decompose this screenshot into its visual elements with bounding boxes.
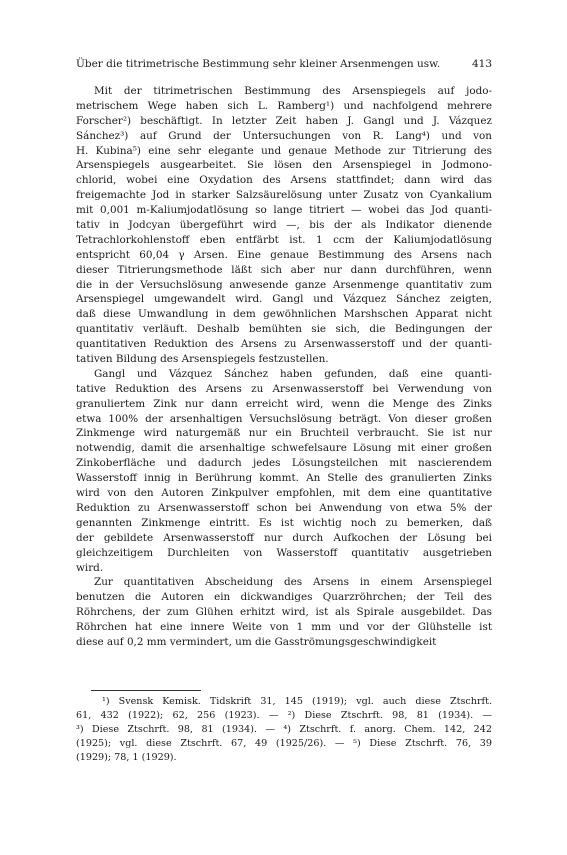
text-line: granuliertem Zink nur dann erreicht wird, wenn die Menge des Zinks — [76, 397, 492, 410]
text-line: Wasserstoff innig in Berührung kommt. An Stelle des granulierten Zinks — [76, 472, 492, 485]
text-line: Zinkmenge wird naturgemäß nur ein Bruchteil verbraucht. Sie ist nur — [76, 427, 492, 440]
text-line: Röhrchens, der zum Glühen erhitzt wird, ist als Spirale ausgebildet. Das — [76, 606, 492, 619]
text-line: tative Reduktion des Arsens zu Arsenwasserstoff bei Verwendung von — [76, 382, 492, 395]
body-text — [76, 84, 492, 650]
text-line: quantitativ verläuft. Deshalb bemühten sie sich, die Bedingungen der — [76, 323, 492, 336]
paragraph-3 — [76, 575, 492, 649]
paragraph-1 — [76, 84, 492, 367]
text-line: Arsenspiegels ausgearbeitet. Sie lösen den Arsenspiegel in Jodmono- — [76, 159, 492, 172]
text-line: benutzen die Autoren ein dickwandiges Quarzröhrchen; der Teil des — [76, 591, 492, 604]
text-line: Reduktion zu Arsenwasserstoff schon bei Anwendung von etwa 5% der — [76, 501, 492, 514]
text-line: wird. — [76, 561, 104, 574]
text-line: Zinkoberfläche und dadurch jedes Lösungsteilchen mit nascierendem — [76, 457, 492, 470]
text-line: gleichzeitigem Durchleiten von Wasserstoff quantitativ ausgetrieben — [76, 546, 492, 559]
text-line: dieser Titrierungsmethode läßt sich aber nur dann durchführen, wenn — [76, 263, 492, 276]
text-line: der gebildete Arsenwasserstoff nur durch Aufkochen der Lösung bei — [76, 531, 492, 544]
footnote-line: 61, 432 (1922); 62, 256 (1923). — ²) Diese Ztschrft. 98, 81 (1934). — — [76, 709, 492, 721]
text-line: Gangl und Vázquez Sánchez haben gefunden, daß eine quanti- — [94, 367, 492, 380]
footnote-line: (1929); 78, 1 (1929). — [76, 751, 177, 763]
text-line: freigemachte Jod in starker Salzsäurelösung unter Zusatz von Cyankalium — [76, 189, 492, 202]
text-line: die in der Versuchslösung anwesende ganze Arsenmenge quantitativ zum — [76, 278, 492, 291]
text-line: genannten Zinkmenge eintritt. Es ist wichtig noch zu bemerken, daß — [76, 516, 492, 529]
text-line: mit 0,001 m-Kaliumjodatlösung so lange titriert — wobei das Jod quanti- — [76, 204, 492, 217]
footnote-line: ¹) Svensk Kemisk. Tidskrift 31, 145 (1919); vgl. auch diese Ztschrft. — [102, 696, 492, 707]
text-line: Forscher²) beschäftigt. In letzter Zeit haben J. Gangl und J. Vázquez — [76, 114, 492, 127]
text-line: notwendig, damit die arsenhaltige schwefelsaure Lösung mit einer großen — [76, 442, 492, 455]
text-line: Röhrchen hat eine innere Weite von 1 mm und vor der Glühstelle ist — [76, 621, 492, 634]
text-line: Arsenspiegel umgewandelt wird. Gangl und Vázquez Sánchez zeigten, — [76, 293, 492, 306]
text-line: entspricht 60,04 γ Arsen. Eine genaue Bestimmung des Arsens nach — [76, 248, 492, 261]
text-line: diese auf 0,2 mm vermindert, um die Gasströmungsgeschwindigkeit — [76, 635, 437, 648]
page-number: 413 — [471, 58, 492, 70]
text-line: tativ in Jodcyan übergeführt wird —, bis der als Indikator dienende — [76, 219, 492, 232]
text-line: Mit der titrimetrischen Bestimmung des Arsenspiegels auf jodo- — [94, 85, 492, 97]
running-title: Über die titrimetrische Bestimmung sehr kleiner Arsenmengen usw. — [76, 58, 441, 70]
text-line: metrischem Wege haben sich L. Ramberg¹) und nachfolgend mehrere — [76, 99, 492, 112]
text-line: tativen Bildung des Arsenspiegels festzustellen. — [76, 353, 329, 366]
text-line: Tetrachlorkohlenstoff eben entfärbt ist. 1 ccm der Kaliumjodatlösung — [76, 233, 492, 246]
text-line: etwa 100% der arsenhaltigen Versuchslösung beträgt. Von dieser großen — [76, 412, 492, 425]
text-line: Sánchez³) auf Grund der Untersuchungen von R. Lang⁴) und von — [76, 129, 492, 142]
footnotes — [76, 695, 492, 764]
paragraph-2 — [76, 367, 492, 575]
text-line: chlorid, wobei eine Oxydation des Arsens stattfindet; dann wird das — [76, 174, 492, 187]
text-line: Zur quantitativen Abscheidung des Arsens in einem Arsenspiegel — [94, 576, 492, 589]
text-line: quantitativen Reduktion des Arsens zu Arsenwasserstoff und der quanti- — [76, 338, 492, 351]
footnote-rule — [91, 690, 201, 691]
footnote-line: ³) Diese Ztschrft. 98, 81 (1934). — ⁴) Ztschrft. f. anorg. Chem. 142, 242 — [76, 723, 492, 735]
footnote-line: (1925); vgl. diese Ztschrft. 67, 49 (1925/26). — ⁵) Diese Ztschrft. 76, 39 — [76, 737, 492, 749]
text-line: daß diese Umwandlung in dem gewöhnlichen Marshschen Apparat nicht — [76, 308, 492, 321]
text-line: H. Kubina⁵) eine sehr elegante und genaue Methode zur Titrierung des — [76, 144, 492, 157]
text-line: wird von den Autoren Zinkpulver empfohlen, mit dem eine quantitative — [76, 487, 492, 500]
